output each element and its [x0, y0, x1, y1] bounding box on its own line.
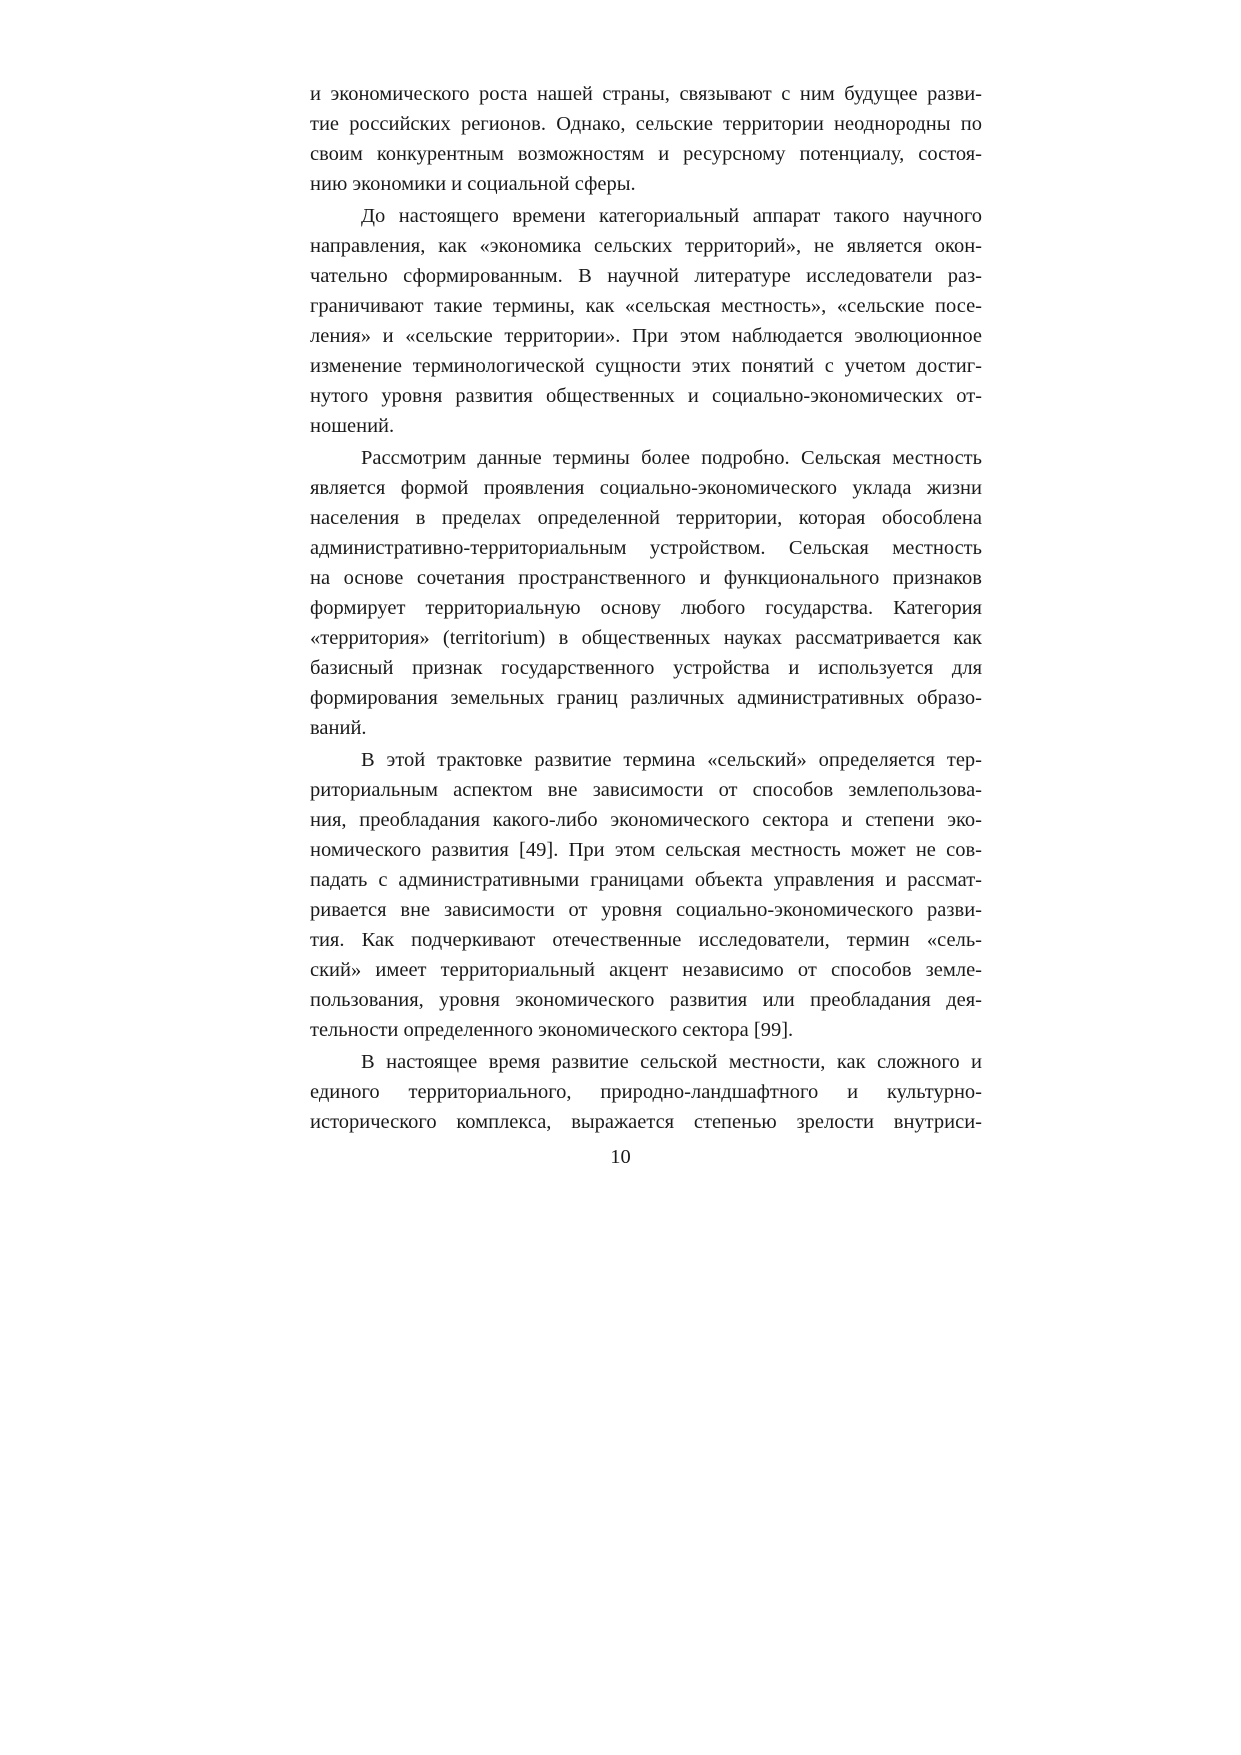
text-line: населения в пределах определенной территории, которая обособлена	[310, 507, 982, 529]
text-line: формирует территориальную основу любого государства. Категория	[310, 597, 982, 619]
text-line: нутого уровня развития общественных и социально-экономических от-	[310, 385, 982, 407]
text-line: направления, как «экономика сельских территорий», не является окон-	[310, 235, 982, 257]
text-line: В этой трактовке развитие термина «сельский» определяется тер-	[361, 749, 982, 771]
text-line: является формой проявления социально-экономического уклада жизни	[310, 477, 982, 499]
paragraph	[310, 201, 982, 441]
text-line: граничивают такие термины, как «сельская местность», «сельские посе-	[310, 295, 982, 317]
text-line: риториальным аспектом вне зависимости от способов землепользова-	[310, 779, 982, 801]
text-line: нию экономики и социальной сферы.	[310, 173, 636, 195]
text-line: В настоящее время развитие сельской местности, как сложного и	[361, 1051, 982, 1073]
text-line: единого территориального, природно-ландшафтного и культурно-	[310, 1081, 982, 1103]
text-line: тие российских регионов. Однако, сельские территории неоднородны по	[310, 113, 982, 135]
paragraph	[310, 79, 982, 199]
text-line: ношений.	[310, 415, 395, 437]
text-line: базисный признак государственного устройства и используется для	[310, 657, 982, 679]
body-text	[310, 79, 982, 1137]
text-line: изменение терминологической сущности этих понятий с учетом достиг-	[310, 355, 982, 377]
text-line: «территория» (territorium) в общественных науках рассматривается как	[310, 627, 982, 649]
text-line: тельности определенного экономического сектора [99].	[310, 1019, 794, 1041]
text-line: пользования, уровня экономического развития или преобладания дея-	[310, 989, 982, 1011]
text-line: ления» и «сельские территории». При этом наблюдается эволюционное	[310, 325, 982, 347]
page-number: 10	[610, 1146, 631, 1168]
text-line: тия. Как подчеркивают отечественные исследователи, термин «сель-	[310, 929, 982, 951]
text-line: административно-территориальным устройством. Сельская местность	[310, 537, 982, 559]
text-line: ваний.	[310, 717, 367, 739]
text-line: номического развития [49]. При этом сельская местность может не сов-	[310, 839, 982, 861]
text-line: исторического комплекса, выражается степенью зрелости внутриси-	[310, 1111, 982, 1133]
paragraph	[310, 443, 982, 743]
paragraph	[310, 745, 982, 1045]
text-line: До настоящего времени категориальный аппарат такого научного	[361, 205, 982, 227]
text-line: и экономического роста нашей страны, связывают с ним будущее разви-	[310, 83, 982, 105]
text-line: на основе сочетания пространственного и функционального признаков	[310, 567, 982, 589]
text-line: Рассмотрим данные термины более подробно. Сельская местность	[361, 447, 982, 469]
paragraph	[310, 1047, 982, 1137]
text-line: ривается вне зависимости от уровня социально-экономического разви-	[310, 899, 982, 921]
text-line: чательно сформированным. В научной литературе исследователи раз-	[310, 265, 982, 287]
text-line: формирования земельных границ различных административных образо-	[310, 687, 982, 709]
text-line: ский» имеет территориальный акцент независимо от способов земле-	[310, 959, 982, 981]
text-line: падать с административными границами объекта управления и рассмат-	[310, 869, 982, 891]
text-line: ния, преобладания какого-либо экономического сектора и степени эко-	[310, 809, 982, 831]
text-line: своим конкурентным возможностям и ресурсному потенциалу, состоя-	[310, 143, 982, 165]
